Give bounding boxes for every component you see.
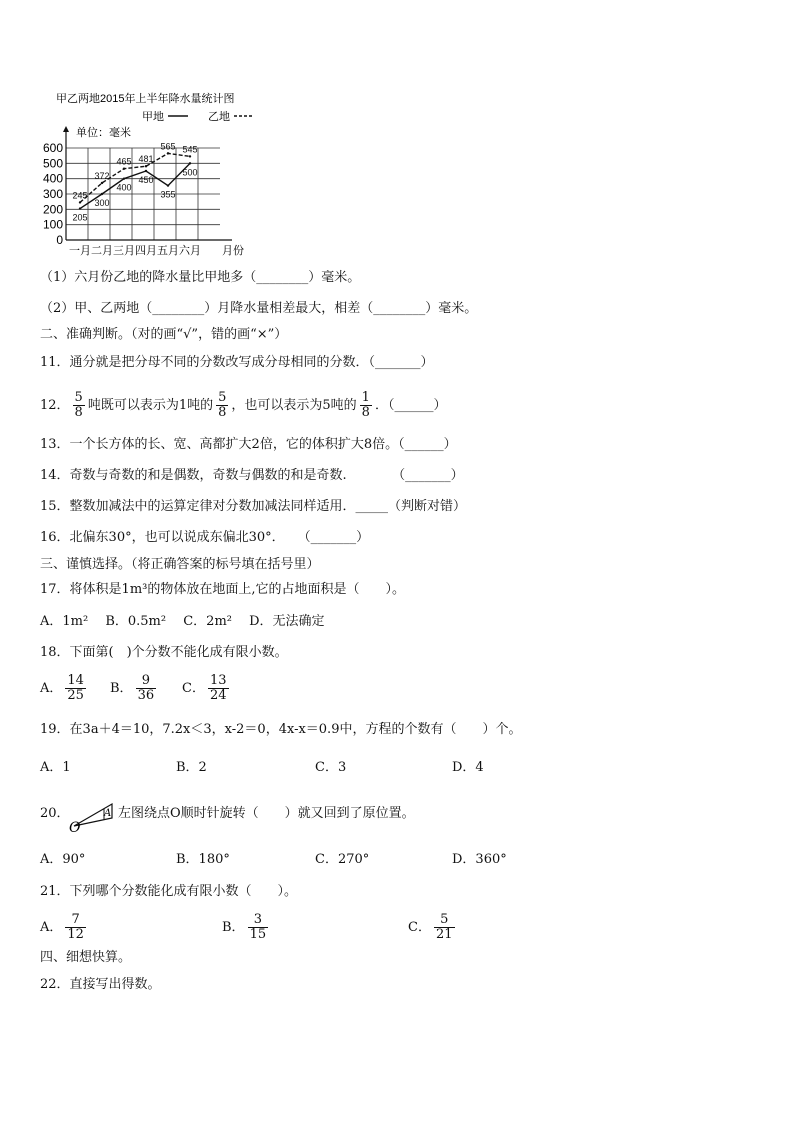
x-axis-label: 月份 <box>222 245 244 256</box>
y-tick-label: 400 <box>42 171 63 186</box>
series-jia-point <box>167 184 169 186</box>
x-tick-label: 三月 <box>113 245 135 256</box>
rainfall-line-chart <box>36 88 266 256</box>
question-17: 17．将体积是1m³的物体放在地面上,它的占地面积是（ ）。 <box>40 582 405 597</box>
q18-option-b: B． $\frac{9}{36}$ <box>110 673 155 703</box>
question-11: 11．通分就是把分母不同的分数改写成分母相同的分数．（_______） <box>40 355 434 370</box>
series-jia-data-label: 450 <box>138 175 154 185</box>
series-yi-point <box>123 168 125 170</box>
x-tick-label: 六月 <box>179 245 201 256</box>
series-jia-point <box>145 170 147 172</box>
figure-point-a: A <box>104 808 112 819</box>
y-tick-label: 0 <box>56 233 63 247</box>
section-2-heading: 二、准确判断。（对的画“√”，错的画“×”） <box>40 327 288 342</box>
question-21: 21．下列哪个分数能化成有限小数（ ）。 <box>40 884 298 899</box>
series-jia-point <box>101 193 103 195</box>
q20-option-b: B．180° <box>176 852 230 867</box>
q19-option-d: D．4 <box>452 760 484 775</box>
q20-option-a: A．90° <box>40 852 86 867</box>
series-jia-point <box>123 177 125 179</box>
series-yi-data-label: 465 <box>116 156 132 167</box>
y-tick-label: 100 <box>42 217 63 232</box>
legend-jia-label: 甲地 <box>142 111 164 123</box>
question-19: 19．在3a＋4＝10，7.2x＜3，x-2＝0，4x-x＝0.9中，方程的个数有（ ）个。 <box>40 722 522 737</box>
q12-text-2: ，也可以表示为5吨的 <box>231 398 357 413</box>
q19-option-b: B．2 <box>176 760 207 775</box>
series-yi-point <box>145 165 147 167</box>
series-yi-data-label: 372 <box>94 170 110 181</box>
q20-option-c: C．270° <box>315 852 370 867</box>
chart-title: 甲乙两地2015年上半年降水量统计图 <box>56 93 235 105</box>
question-18: 18．下面第( )个分数不能化成有限小数。 <box>40 645 288 660</box>
series-jia-data-label: 355 <box>160 189 176 200</box>
series-jia-point <box>189 162 191 164</box>
series-jia-data-label: 500 <box>182 167 198 178</box>
q19-option-a: A．1 <box>40 760 71 775</box>
q18-option-c: C． $\frac{13}{24}$ <box>182 673 227 703</box>
series-yi-data-label: 481 <box>138 154 154 165</box>
y-tick-label: 200 <box>42 202 63 217</box>
series-jia-point <box>79 207 81 209</box>
legend-yi-label: 乙地 <box>208 111 230 123</box>
x-tick-label: 四月 <box>135 245 157 256</box>
q18-option-a: A． $\frac{14}{25}$ <box>40 673 84 703</box>
series-jia-data-label: 300 <box>94 198 110 208</box>
y-tick-label: 500 <box>42 156 63 171</box>
q20-option-d: D．360° <box>452 852 507 867</box>
figure-point-o: O <box>69 820 81 834</box>
series-jia-data-label: 205 <box>72 212 88 223</box>
q20-number: 20． <box>40 806 70 821</box>
series-yi-data-label: 245 <box>72 190 88 201</box>
q21-option-c: C． $\frac{5}{21}$ <box>408 912 453 942</box>
question-15: 15．整数加减法中的运算定律对分数加减法同样适用．_____（判断对错） <box>40 499 467 514</box>
series-yi-point <box>167 152 169 154</box>
y-axis-arrow <box>63 126 69 132</box>
section-3-heading: 三、谨慎选择。（将正确答案的标号填在括号里） <box>40 557 320 572</box>
question-14: 14．奇数与奇数的和是偶数，奇数与偶数的和是奇数. （_______） <box>40 468 464 483</box>
x-tick-label: 二月 <box>91 245 113 256</box>
chart-legend <box>142 109 252 123</box>
series-yi-data-label: 565 <box>160 141 176 152</box>
series-yi-point <box>79 201 81 203</box>
q12-fraction-3: $\frac{1}{8}$ <box>361 390 370 420</box>
question-16: 16．北偏东30°，也可以说成东偏北30°． （_______） <box>40 530 370 545</box>
series-jia-data-label: 400 <box>116 182 132 193</box>
q12-fraction-2: $\frac{5}{8}$ <box>218 390 227 420</box>
question-chart-1: （1）六月份乙地的降水量比甲地多（________）毫米。 <box>40 270 361 285</box>
q21-option-b: B． $\frac{3}{15}$ <box>222 912 267 942</box>
q12-fraction-1: $\frac{5}{8}$ <box>74 390 83 420</box>
q12-text-3: ．（______） <box>374 398 447 413</box>
section-4-heading: 四、细想快算。 <box>40 950 132 965</box>
series-yi-point <box>101 182 103 184</box>
x-tick-label: 一月 <box>69 245 91 256</box>
y-tick-label: 300 <box>42 187 63 201</box>
q21-option-a: A． $\frac{7}{12}$ <box>40 912 84 942</box>
rotation-figure <box>66 796 116 834</box>
q12-text-1: 吨既可以表示为1吨的 <box>87 398 214 413</box>
question-13: 13．一个长方体的长、宽、高都扩大2倍，它的体积扩大8倍。（______） <box>40 437 457 452</box>
x-tick-label: 五月 <box>157 245 179 256</box>
series-yi-data-label: 545 <box>182 144 198 155</box>
question-22: 22．直接写出得数。 <box>40 977 161 992</box>
y-tick-label: 600 <box>42 141 63 155</box>
q12-number: 12． <box>40 398 70 413</box>
question-20-text: 左图绕点O顺时针旋转（ ）就又回到了原位置。 <box>118 806 415 821</box>
chart-unit-label: 单位：毫米 <box>76 127 131 139</box>
question-12 <box>40 388 446 424</box>
question-chart-2: （2）甲、乙两地（________）月降水量相差最大，相差（________）毫米。 <box>40 301 478 316</box>
series-yi-point <box>189 155 191 157</box>
question-17-options: A．1m² B．0.5m² C．2m² D．无法确定 <box>40 614 325 629</box>
q19-option-c: C．3 <box>315 760 347 775</box>
